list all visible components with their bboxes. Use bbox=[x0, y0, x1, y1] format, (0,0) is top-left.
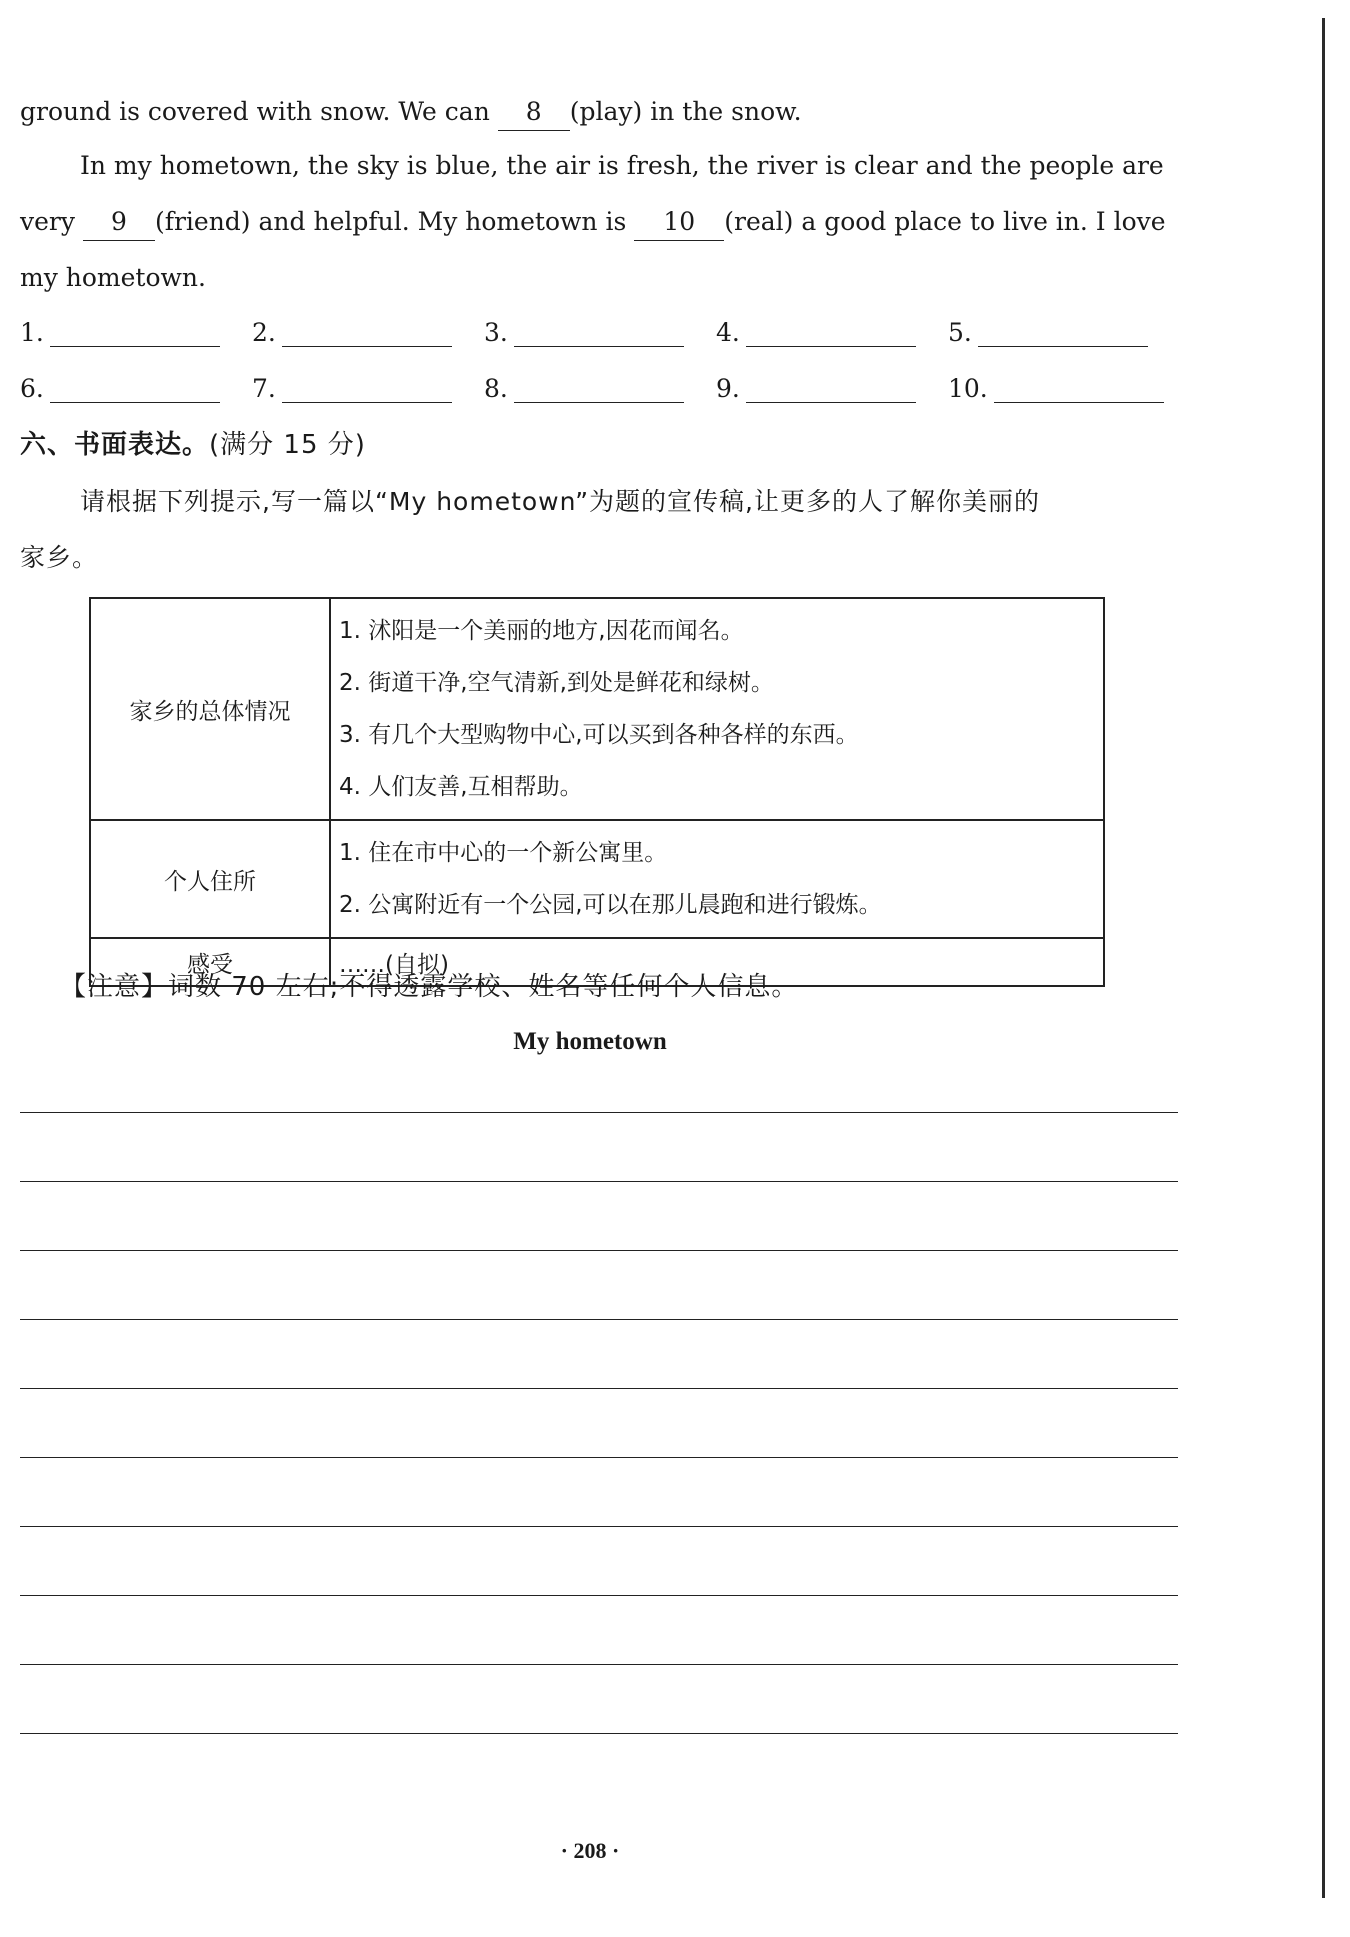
hint-item: 3. 有几个大型购物中心,可以买到各种各样的东西。 bbox=[339, 722, 859, 748]
table-category: 感受 bbox=[90, 938, 330, 986]
writing-line[interactable] bbox=[20, 1526, 1178, 1527]
answer-item: 4. bbox=[716, 316, 948, 347]
instruction-line-2: 家乡。 bbox=[20, 543, 99, 572]
writing-line[interactable] bbox=[20, 1181, 1178, 1182]
answer-line[interactable] bbox=[50, 316, 220, 347]
table-category: 家乡的总体情况 bbox=[90, 598, 330, 820]
writing-line[interactable] bbox=[20, 1250, 1178, 1251]
passage-text: (real) a good place to live in. I love bbox=[724, 207, 1166, 236]
writing-line[interactable] bbox=[20, 1457, 1178, 1458]
answer-item: 1. bbox=[20, 316, 252, 347]
answer-line[interactable] bbox=[746, 372, 916, 403]
section-title: 六、书面表达。(满分 15 分) bbox=[20, 430, 366, 460]
answer-line[interactable] bbox=[514, 372, 684, 403]
answer-line[interactable] bbox=[994, 372, 1164, 403]
answer-item: 10. bbox=[948, 372, 1180, 403]
hint-item: ……(自拟) bbox=[339, 951, 449, 978]
passage-text: ground is covered with snow. We can bbox=[20, 97, 498, 126]
passage-line-3 bbox=[20, 194, 1180, 250]
answer-item: 5. bbox=[948, 316, 1180, 347]
writing-line[interactable] bbox=[20, 1733, 1178, 1734]
answer-row-1 bbox=[20, 316, 1180, 347]
passage-text: very bbox=[20, 207, 83, 236]
page-edge-line bbox=[1322, 18, 1325, 1898]
answer-item: 3. bbox=[484, 316, 716, 347]
writing-line[interactable] bbox=[20, 1112, 1178, 1113]
hint-item: 4. 人们友善,互相帮助。 bbox=[339, 774, 583, 800]
hint-item: 2. 街道干净,空气清新,到处是鲜花和绿树。 bbox=[339, 670, 774, 696]
answer-item: 7. bbox=[252, 372, 484, 403]
answer-item: 2. bbox=[252, 316, 484, 347]
passage-line-1 bbox=[20, 84, 1180, 140]
table-items bbox=[330, 820, 1104, 938]
hint-item: 1. 住在市中心的一个新公寓里。 bbox=[339, 840, 668, 866]
answer-item: 6. bbox=[20, 372, 252, 403]
writing-line[interactable] bbox=[20, 1595, 1178, 1596]
table-row bbox=[90, 598, 1104, 820]
instruction-line-1: 请根据下列提示,写一篇以“My hometown”为题的宣传稿,让更多的人了解你美丽的 bbox=[80, 487, 1041, 516]
table-category: 个人住所 bbox=[90, 820, 330, 938]
answer-line[interactable] bbox=[282, 316, 452, 347]
table-row bbox=[90, 820, 1104, 938]
writing-line[interactable] bbox=[20, 1388, 1178, 1389]
page-number: · 208 · bbox=[560, 1838, 620, 1863]
answer-line[interactable] bbox=[978, 316, 1148, 347]
passage-line-4: my hometown. bbox=[20, 263, 206, 292]
answer-row-2 bbox=[20, 372, 1180, 403]
writing-line[interactable] bbox=[20, 1319, 1178, 1320]
answer-item: 8. bbox=[484, 372, 716, 403]
passage-text: (friend) and helpful. My hometown is bbox=[154, 207, 635, 236]
passage-line-2: In my hometown, the sky is blue, the air is fresh, the river is clear and the people are bbox=[80, 151, 1164, 180]
table-items bbox=[330, 598, 1104, 820]
answer-line[interactable] bbox=[50, 372, 220, 403]
answer-line[interactable] bbox=[282, 372, 452, 403]
essay-title: My hometown bbox=[513, 1028, 667, 1055]
writing-line[interactable] bbox=[20, 1664, 1178, 1665]
note: 【注意】词数 70 左右;不得透露学校、姓名等任何个人信息。 bbox=[60, 972, 799, 1002]
answer-item: 9. bbox=[716, 372, 948, 403]
hint-item: 1. 沭阳是一个美丽的地方,因花而闻名。 bbox=[339, 618, 744, 644]
answer-line[interactable] bbox=[514, 316, 684, 347]
blank-10: 10 bbox=[634, 204, 724, 241]
hints-table bbox=[89, 597, 1105, 987]
blank-8: 8 bbox=[498, 94, 570, 131]
answer-line[interactable] bbox=[746, 316, 916, 347]
hint-item: 2. 公寓附近有一个公园,可以在那儿晨跑和进行锻炼。 bbox=[339, 892, 882, 918]
blank-9: 9 bbox=[83, 204, 155, 241]
passage-text: (play) in the snow. bbox=[569, 97, 802, 126]
